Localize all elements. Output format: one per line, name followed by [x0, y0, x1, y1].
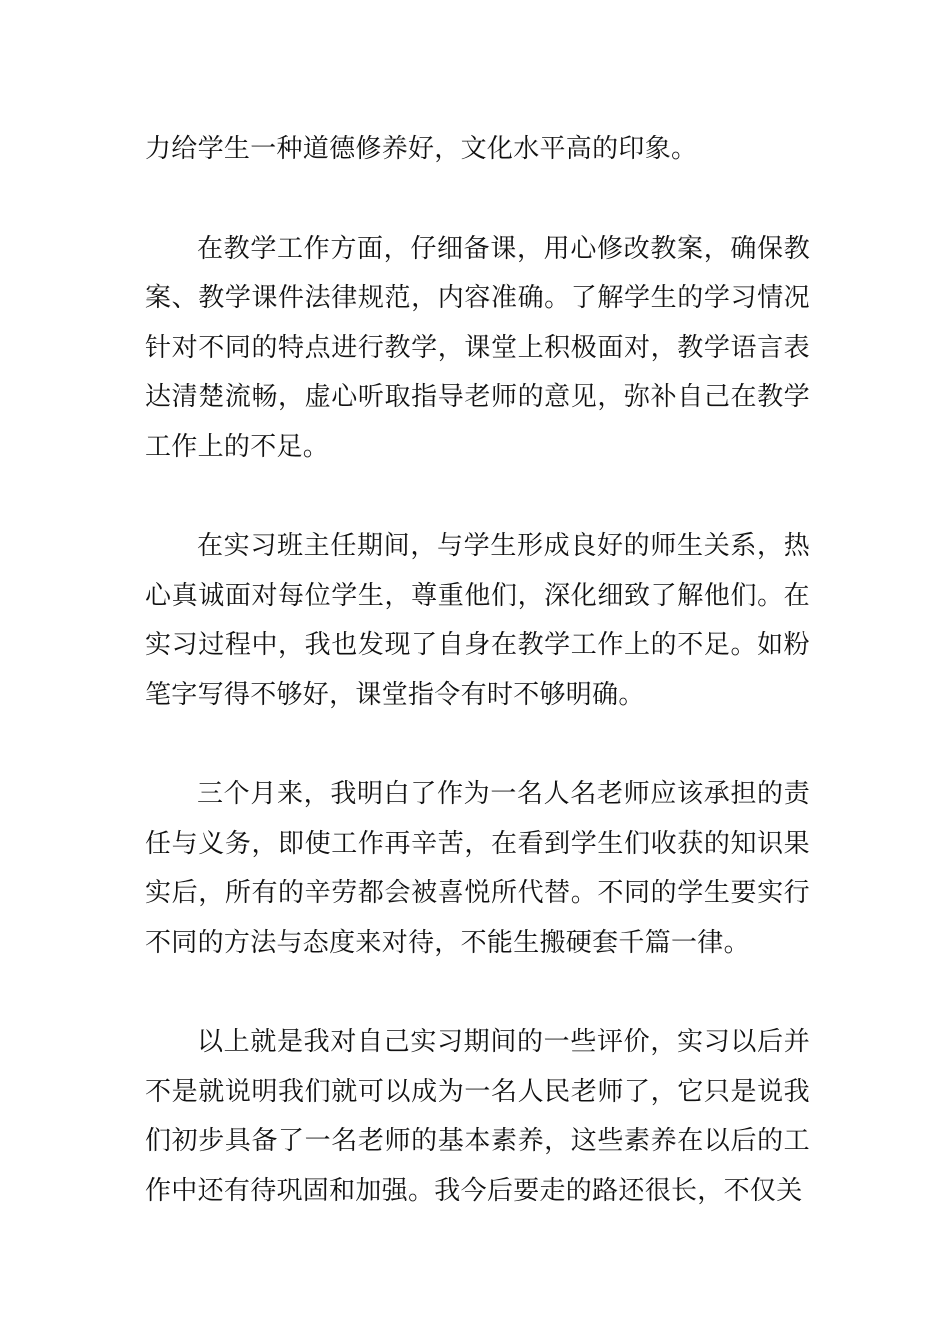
paragraph-self-evaluation: 以上就是我对自己实习期间的一些评价，实习以后并不是就说明我们就可以成为一名人民老师了，它只是说我们初步具备了一名老师的基本素养，这些素养在以后的工作中还有待巩固和加强。我今后要走的路还很长，不仅关	[145, 1027, 810, 1206]
document-body	[145, 125, 810, 1216]
paragraph-three-months: 三个月来，我明白了作为一名人名老师应该承担的责任与义务，即使工作再辛苦，在看到学生们收获的知识果实后，所有的辛劳都会被喜悦所代替。不同的学生要实行不同的方法与态度来对待，不能生搬硬套千篇一律。	[145, 779, 810, 958]
paragraph-teaching-work: 在教学工作方面，仔细备课，用心修改教案，确保教案、教学课件法律规范，内容准确。了解学生的学习情况针对不同的特点进行教学，课堂上积极面对，教学语言表达清楚流畅，虚心听取指导老师的意见，弥补自己在教学工作上的不足。	[145, 233, 810, 462]
paragraph-spacer	[145, 472, 810, 522]
paragraph-spacer	[145, 968, 810, 1018]
paragraph-spacer	[145, 720, 810, 770]
paragraph-continuation: 力给学生一种道德修养好，文化水平高的印象。	[145, 134, 698, 164]
paragraph-spacer	[145, 175, 810, 225]
paragraph-head-teacher: 在实习班主任期间，与学生形成良好的师生关系，热心真诚面对每位学生，尊重他们，深化细致了解他们。在实习过程中，我也发现了自身在教学工作上的不足。如粉笔字写得不够好，课堂指令有时不够明确。	[145, 531, 810, 710]
